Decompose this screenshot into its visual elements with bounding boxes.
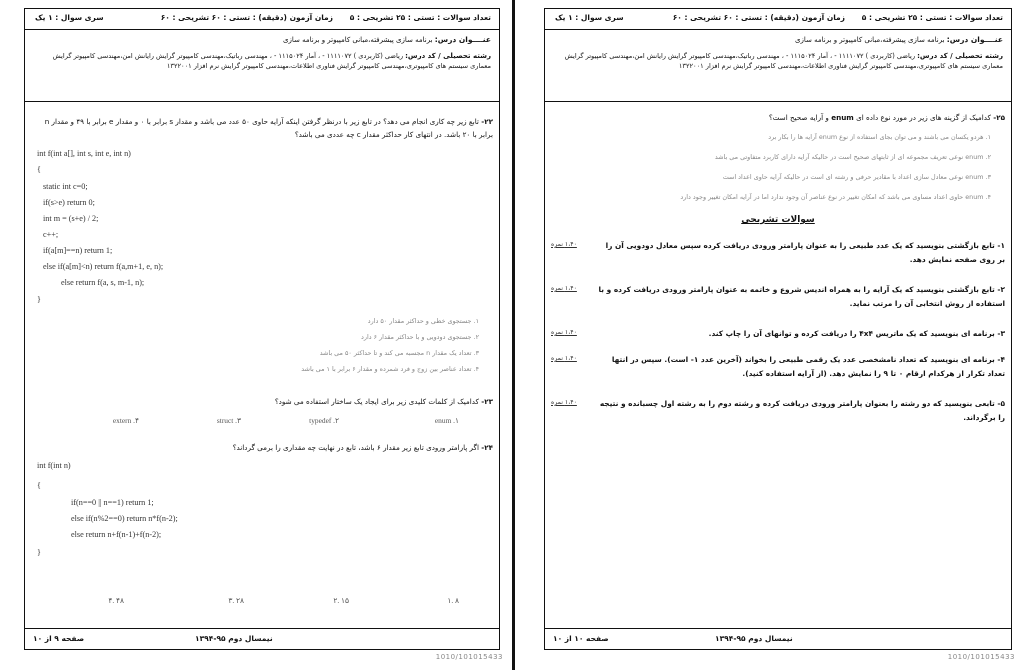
course-title: عنــــوان درس: برنامه سازی پیشرفته،مبانی کامپیوتر و برنامه سازی [795,35,1003,44]
option-4: ۴. تعداد عناصر بین زوج و فرد شمرده و مقدار ۶ برابر با ۱ می باشد [301,365,479,373]
code-line: static int c=0; [43,182,88,191]
question-series: سری سوال : ۱ یک [555,13,624,22]
term-label: نیمسال دوم ۹۵-۱۳۹۴ [715,634,793,643]
question-25: ۲۵- کدامیک از گزینه های زیر در مورد نوع داده ای enum و آرایه صحیح است؟ [768,113,1005,122]
question-count: تعداد سوالات : تستی : ۲۵ تشریحی : ۵ [861,13,1003,22]
option-4: extern .۴ [112,416,139,425]
section-title: سوالات تشریحی [741,215,815,225]
option-2: ۲. جستجوی دودویی و با حداکثر مقدار ۶ دارد [361,333,479,341]
score-label: ۱،۴۰ نمره [551,285,577,292]
exam-time: زمان آزمون (دقیقه) : تستی : ۶۰ تشریحی : ۶۰ [672,13,845,22]
option-1: enum .۱ [434,416,459,425]
question-series: سری سوال : ۱ یک [35,13,104,22]
code-line: else return n+f(n-1)+f(n-2); [71,530,162,539]
exam-header [545,9,1011,102]
code-line: else if(a[m]<n) return f(a,m+1, e, n); [43,262,164,271]
option-2: ۲. enum نوعی تعریف مجموعه ای از ثابتهای صحیح است در حالیکه آرایه دارای کاربرد متفاوتی می باشد [714,153,991,161]
option-3: ۲۸ .۳ [228,596,244,605]
code-line: c++; [43,230,59,239]
code-line: if(a[m]==n) return 1; [43,246,113,255]
option-1: ۱. جستجوی خطی و حداکثر مقدار ۵۰ دارد [367,317,479,325]
question-24: ۲۴- اگر پارامتر ورودی تابع زیر مقدار ۶ باشد، تابع در نهایت چه مقداری را برمی گرداند؟ [232,443,493,452]
option-3: struct .۳ [216,416,241,425]
score-label: ۱،۴۰ نمره [551,241,577,248]
option-4: ۴. enum حاوی اعداد مساوی می باشد که امکان تغییر در نوع عناصر آن وجود ندارد اما در آرایه امکان تغییر وجود دارد [680,193,991,201]
page-frame [24,8,503,661]
exam-code: 1010/101015433 [947,653,1015,661]
code-line: else return f(a, s, m-1, n); [61,278,145,287]
question-count: تعداد سوالات : تستی : ۲۵ تشریحی : ۵ [349,13,491,22]
code-line: else if(n%2==0) return n*f(n-2); [71,514,178,523]
code-line: int f(int n) [37,461,71,470]
page-frame [544,8,1015,661]
exam-time: زمان آزمون (دقیقه) : تستی : ۶۰ تشریحی : ۶۰ [160,13,333,22]
term-label: نیمسال دوم ۹۵-۱۳۹۴ [195,634,273,643]
question-22: ۲۲- تابع زیر چه کاری انجام می دهد؟ در تابع زیر با درنظر گرفتن اینکه آرایه حاوی ۵۰ عدد می باشد و مقدار s برابر با ۰ و مقدار e برابر با ۴۹ و مقدار n برابر با ۲۰ باشد. در انتهای کار حداکثر مقدار c چه عددی می باشد؟ [44,117,493,139]
course-title: عنــــوان درس: برنامه سازی پیشرفته،مبانی کامپیوتر و برنامه سازی [283,35,491,44]
field-code: رشته تحصیلی / کد درس: ریاضی (کاربردی ) ۱۱۱۱۰۷۲ - ، آمار ۱۱۱۵۰۲۴ - ، مهندسی رباتیک،مهندسی کامپیوتر گرایش رایانش امن،مهندسی کامپیوتر گرایش معماری سیستم های کامپیوتری،مهندسی کامپیوتر گرایش فناوری اطلاعات،مهندسی کامپیوتر گرایش نرم افزار ۱۳۲۲۰۰۱ [564,52,1003,70]
code-line: if(s>e) return 0; [43,198,95,207]
code-line: { [37,165,41,174]
option-1: ۱. هردو یکسان می باشند و می توان بجای استفاده از نوع enum آرایه ها را بکار برد [768,133,991,141]
option-2: ۱۵ .۲ [333,596,349,605]
field-code: رشته تحصیلی / کد درس: ریاضی (کاربردی ) ۱۱۱۱۰۷۲ - ، آمار ۱۱۱۵۰۲۴ - ، مهندسی رباتیک،مهندسی کامپیوتر گرایش رایانش امن،مهندسی کامپیوتر گرایش معماری سیستم های کامپیوتری،مهندسی کامپیوتر گرایش فناوری اطلاعات،مهندسی کامپیوتر گرایش نرم افزار ۱۳۲۲۰۰۱ [52,52,491,70]
page-number: صفحه ۹ از ۱۰ [33,634,85,643]
descriptive-question-1: ۱- تابع بازگشتی بنویسید که یک عدد طبیعی را به عنوان پارامتر ورودی دریافت کرده سپس معادل دودویی آن را بر روی صفحه نمایش دهد. [605,241,1005,264]
page-footer [545,628,1015,661]
exam-header [25,9,499,102]
page-body [25,103,499,627]
page-footer [25,628,503,661]
code-line: int m = (s+e) / 2; [43,214,99,223]
code-line: if(n==0 || n==1) return 1; [71,498,154,507]
score-label: ۱،۴۰ نمره [551,329,577,336]
page-divider [512,0,515,670]
page-body [545,103,1011,627]
exam-page-10 [516,0,1024,670]
descriptive-question-5: ۵- تابعی بنویسید که دو رشته را بعنوان پارامتر ورودی دریافت کرده و رشته دوم را به رشته اول چسبانده و نتیجه را برگرداند. [599,399,1005,422]
descriptive-question-3: ۳- برنامه ای بنویسید که یک ماتریس ۴x۴ را دریافت کرده و توانهای آن را چاپ کند. [708,329,1005,338]
code-line: } [37,548,41,557]
score-label: ۱،۴۰ نمره [551,355,577,362]
code-line: } [37,295,41,304]
option-3: ۳. enum نوعی معادل سازی اعداد با مقادیر حرفی و رشته ای است در حالیکه آرایه حاوی اعداد است [722,173,991,181]
score-label: ۱،۴۰ نمره [551,399,577,406]
option-2: typedef .۲ [309,416,339,425]
descriptive-question-4: ۴- برنامه ای بنویسید که تعداد نامشخصی عدد یک رقمی طبیعی را بخواند (آخرین عدد ۱- است). سپس در انتها تعداد تکرار از هرکدام ارقام ۰ تا ۹ را نمایش دهد. (از آرایه استفاده کنید). [611,355,1005,378]
option-3: ۳. تعداد یک مقدار n مجسبه می کند و تا حداکثر ۵۰ می باشد [319,349,479,357]
page-number: صفحه ۱۰ از ۱۰ [553,634,609,643]
question-23: ۲۳- کدامیک از کلمات کلیدی زیر برای ایجاد یک ساختار استفاده می شود؟ [274,397,493,406]
option-4: ۴۸ .۴ [108,596,124,605]
code-line: { [37,481,41,490]
exam-code: 1010/101015433 [435,653,503,661]
code-line: int f(int a[], int s, int e, int n) [37,149,131,158]
descriptive-question-2: ۲- تابع بازگشتی بنویسید که یک آرایه را به همراه اندیس شروع و خاتمه به عنوان پارامتر ورودی دریافت کرده و با استفاده از روش انتخابی آن را مرتب نماید. [598,285,1005,308]
option-1: ۸ .۱ [447,596,459,605]
